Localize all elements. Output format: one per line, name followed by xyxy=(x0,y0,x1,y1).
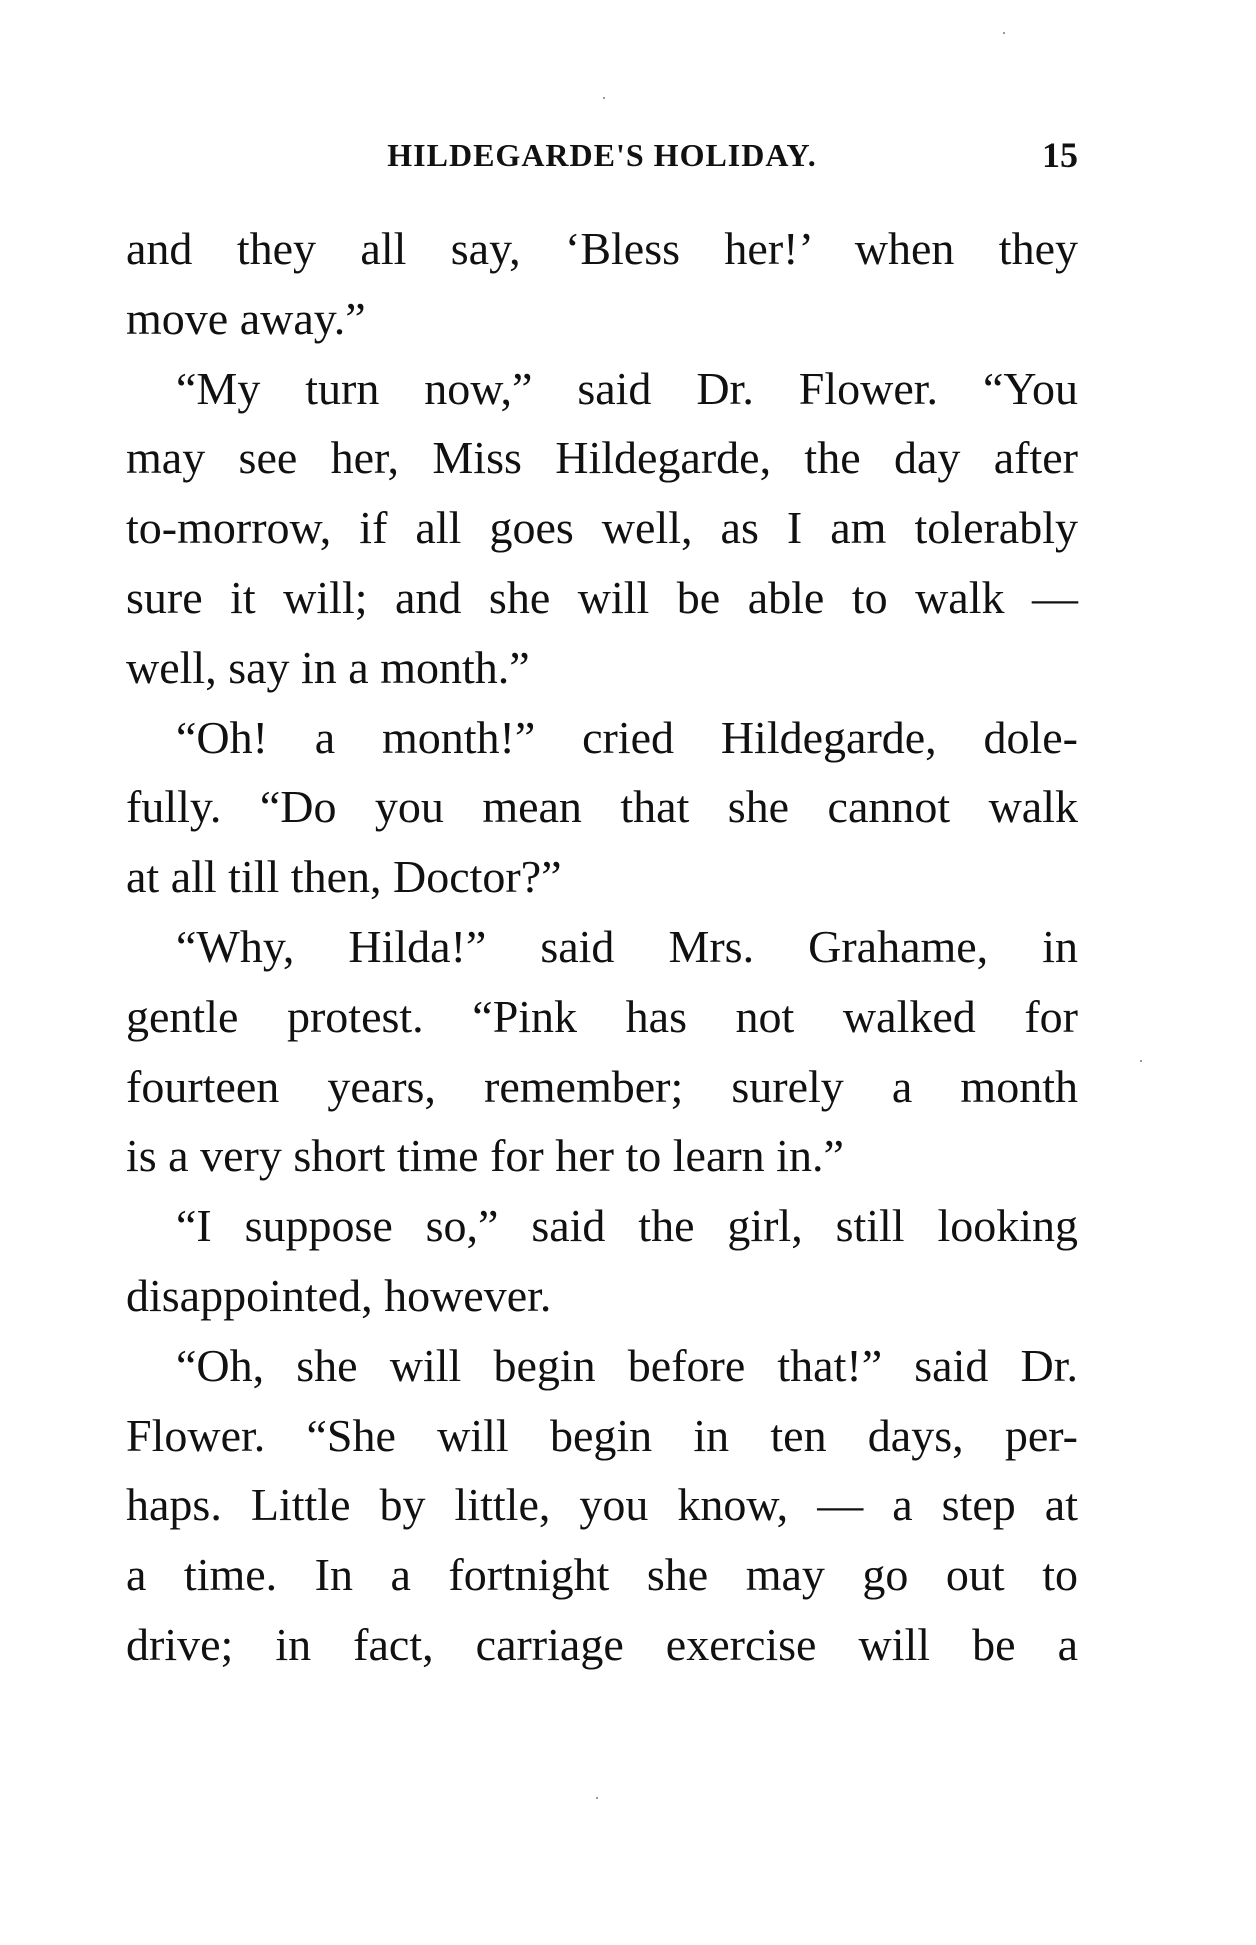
text-line: Flower. “She will begin in ten days, per- xyxy=(126,1409,1078,1461)
text-line: “Why, Hilda!” said Mrs. Grahame, in xyxy=(176,920,1078,972)
text-line: at all till then, Doctor?” xyxy=(126,851,562,903)
running-head xyxy=(126,130,1078,180)
text-line: gentle protest. “Pink has not walked for xyxy=(126,990,1078,1042)
text-line: may see her, Miss Hildegarde, the day after xyxy=(126,432,1078,484)
text-line: well, say in a month.” xyxy=(126,641,530,693)
text-line: “Oh! a month!” cried Hildegarde, dole- xyxy=(176,711,1078,763)
text-line: move away.” xyxy=(126,292,366,344)
scan-speck xyxy=(1140,1060,1142,1062)
text-line: and they all say, ‘Bless her!’ when they xyxy=(126,223,1078,274)
running-title: HILDEGARDE'S HOLIDAY. xyxy=(387,137,817,173)
page-number: 15 xyxy=(1042,135,1078,175)
text-line: disappointed, however. xyxy=(126,1269,552,1321)
text-line: “My turn now,” said Dr. Flower. “You xyxy=(176,362,1078,414)
text-line: is a very short time for her to learn in.” xyxy=(126,1130,844,1182)
text-line: fourteen years, remember; surely a month xyxy=(126,1060,1078,1112)
text-line: “Oh, she will begin before that!” said Dr. xyxy=(176,1339,1078,1391)
text-line: fully. “Do you mean that she cannot walk xyxy=(126,781,1078,833)
body-text xyxy=(126,214,1078,1680)
text-line: to-morrow, if all goes well, as I am tolerably xyxy=(126,502,1078,554)
text-line: a time. In a fortnight she may go out to xyxy=(126,1549,1078,1601)
text-line: haps. Little by little, you know, — a step at xyxy=(126,1479,1078,1531)
text-line: sure it will; and she will be able to walk — xyxy=(126,571,1078,623)
text-line: drive; in fact, carriage exercise will be a xyxy=(126,1618,1078,1670)
scan-speck xyxy=(596,1797,598,1799)
scan-speck xyxy=(603,97,605,99)
scan-speck xyxy=(1003,32,1005,34)
text-line: “I suppose so,” said the girl, still looking xyxy=(176,1200,1078,1252)
